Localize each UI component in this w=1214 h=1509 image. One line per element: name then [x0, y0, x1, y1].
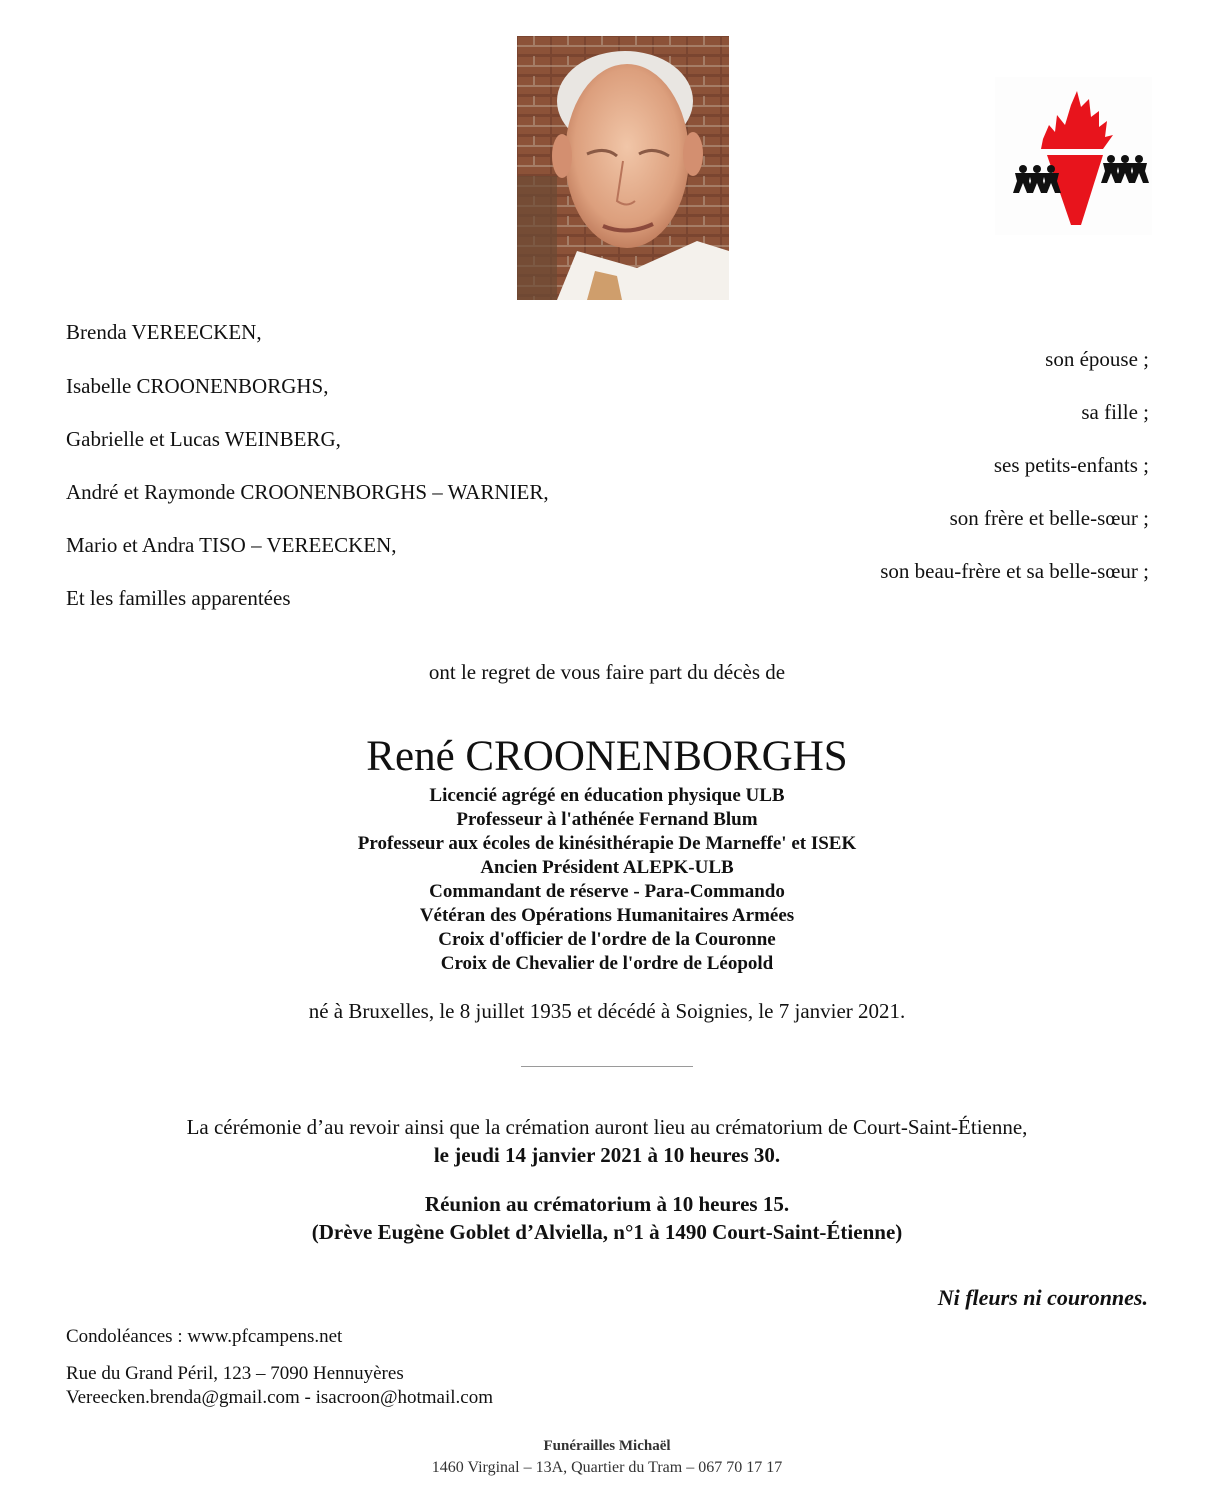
reunion-info: [0, 1190, 1214, 1246]
ceremony-line: La cérémonie d’au revoir ainsi que la crémation auront lieu au crématorium de Court-Saint-Étienne,: [186, 1115, 1028, 1139]
title-line: Croix de Chevalier de l'ordre de Léopold: [440, 953, 774, 974]
family-member-name: André et Raymonde CROONENBORGHS – WARNIER,: [66, 480, 549, 504]
portrait-photo: [517, 36, 729, 300]
family-member-name: Brenda VEREECKEN,: [66, 320, 262, 344]
no-flowers-note: Ni fleurs ni couronnes.: [937, 1285, 1148, 1310]
family-member-name: Mario et Andra TISO – VEREECKEN,: [66, 533, 397, 557]
deceased-name: René CROONENBORGHS: [366, 733, 848, 780]
ceremony-date: le jeudi 14 janvier 2021 à 10 heures 30.: [433, 1143, 781, 1167]
torch-icon: [995, 77, 1152, 235]
title-line: Croix d'officier de l'ordre de la Couronne: [438, 929, 776, 950]
ceremony-info: [0, 1113, 1214, 1169]
family-member-relation: son épouse ;: [1045, 347, 1149, 371]
title-line: Commandant de réserve - Para-Commando: [429, 881, 785, 902]
family-member-name: Isabelle CROONENBORGHS,: [66, 374, 329, 398]
birth-death-line: né à Bruxelles, le 8 juillet 1935 et décédé à Soignies, le 7 janvier 2021.: [308, 999, 906, 1023]
condolences-link[interactable]: Condoléances : www.pfcampens.net: [66, 1326, 343, 1347]
title-line: Professeur à l'athénée Fernand Blum: [456, 809, 758, 830]
title-line: Vétéran des Opérations Humanitaires Armées: [419, 905, 795, 926]
announcement-intro: ont le regret de vous faire part du décès de: [428, 660, 786, 684]
crematorium-address: (Drève Eugène Goblet d’Alviella, n°1 à 1490 Court-Saint-Étienne): [311, 1220, 903, 1244]
family-member-relation: son beau-frère et sa belle-sœur ;: [880, 559, 1149, 583]
torch-logo: [995, 77, 1152, 235]
contact-emails[interactable]: Vereecken.brenda@gmail.com - isacroon@hotmail.com: [66, 1387, 493, 1408]
funeral-home-footer: [0, 1435, 1214, 1479]
title-line: Licencié agrégé en éducation physique ULB: [429, 785, 785, 806]
family-member-relation: son frère et belle-sœur ;: [949, 506, 1149, 530]
family-member-relation: ses petits-enfants ;: [993, 453, 1149, 477]
people-left-icon: [1013, 165, 1061, 193]
title-line: Ancien Président ALEPK-ULB: [480, 857, 734, 878]
family-closing: Et les familles apparentées: [66, 586, 291, 610]
funeral-home-details: 1460 Virginal – 13A, Quartier du Tram – 067 70 17 17: [431, 1459, 783, 1476]
funeral-home-name: Funérailles Michaël: [543, 1438, 671, 1454]
deceased-titles: [0, 784, 1214, 976]
portrait-image: [517, 36, 729, 300]
family-member-name: Gabrielle et Lucas WEINBERG,: [66, 427, 341, 451]
title-line: Professeur aux écoles de kinésithérapie De Marneffe' et ISEK: [357, 833, 857, 854]
reunion-time: Réunion au crématorium à 10 heures 15.: [424, 1192, 790, 1216]
people-right-icon: [1101, 155, 1149, 183]
separator-line: [521, 1066, 693, 1067]
family-member-relation: sa fille ;: [1081, 400, 1149, 424]
family-address: Rue du Grand Péril, 123 – 7090 Hennuyères: [66, 1363, 404, 1384]
